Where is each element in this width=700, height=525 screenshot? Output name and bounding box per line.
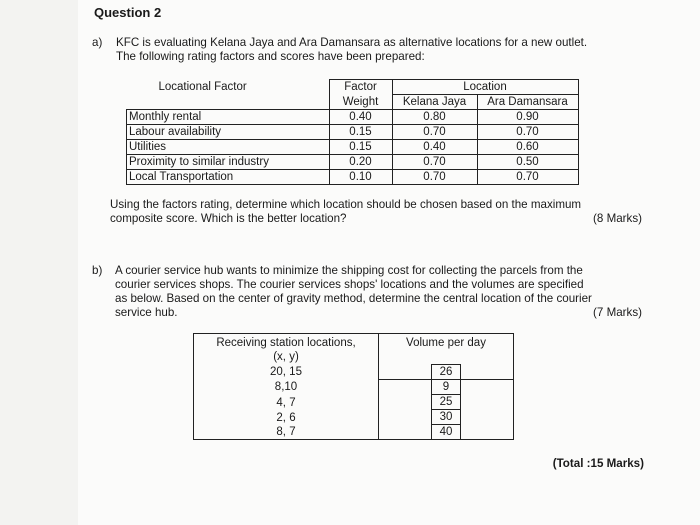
header-locational-factor: Locational Factor bbox=[158, 81, 247, 93]
table-row bbox=[127, 140, 579, 155]
factor-cell: Utilities bbox=[127, 140, 330, 155]
part-a-intro-line2: The following rating factors and scores have been prepared: bbox=[116, 50, 425, 63]
ad-cell: 0.60 bbox=[477, 140, 578, 155]
table-header-row-2 bbox=[127, 95, 579, 110]
table-row bbox=[127, 170, 579, 185]
table-row bbox=[194, 410, 514, 425]
location-cell: 2, 6 bbox=[194, 410, 379, 425]
part-b-line1: A courier service hub wants to minimize the shipping cost for collecting the parcels from the bbox=[115, 264, 583, 277]
table-row bbox=[194, 425, 514, 440]
table-row bbox=[194, 364, 514, 380]
table-row bbox=[127, 125, 579, 140]
total-marks: (Total :15 Marks) bbox=[552, 457, 644, 470]
weight-cell: 0.10 bbox=[329, 170, 392, 185]
part-b-marks: (7 Marks) bbox=[593, 306, 642, 319]
part-b-line4: service hub. bbox=[115, 306, 178, 319]
header-receiving-station: Receiving station locations, bbox=[194, 334, 379, 351]
part-a-label: a) bbox=[92, 36, 103, 49]
kj-cell: 0.70 bbox=[392, 155, 477, 170]
factor-cell: Proximity to similar industry bbox=[127, 155, 330, 170]
ad-cell: 0.50 bbox=[477, 155, 578, 170]
part-b-line2: courier services shops. The courier services shops' locations and the volumes are specified bbox=[115, 278, 584, 291]
table-header-row-2 bbox=[194, 350, 514, 364]
header-factor: Factor bbox=[329, 80, 392, 95]
weight-cell: 0.15 bbox=[329, 125, 392, 140]
courier-table bbox=[193, 333, 514, 440]
volume-cell: 26 bbox=[379, 364, 514, 380]
table-row bbox=[194, 380, 514, 396]
kj-cell: 0.40 bbox=[392, 140, 477, 155]
part-a-question-line2: composite score. Which is the better location? bbox=[110, 212, 347, 225]
table-header-row-1 bbox=[127, 80, 579, 95]
table-row bbox=[127, 155, 579, 170]
weight-cell: 0.20 bbox=[329, 155, 392, 170]
location-cell: 8,10 bbox=[194, 380, 379, 396]
factor-cell: Labour availability bbox=[127, 125, 330, 140]
ad-cell: 0.90 bbox=[477, 110, 578, 125]
header-kelana-jaya: Kelana Jaya bbox=[392, 95, 477, 110]
ad-cell: 0.70 bbox=[477, 125, 578, 140]
weight-cell: 0.15 bbox=[329, 140, 392, 155]
part-b-label: b) bbox=[92, 264, 103, 277]
table-row bbox=[127, 110, 579, 125]
part-a-question-line1: Using the factors rating, determine which location should be chosen based on the maximum bbox=[110, 198, 582, 211]
part-a-marks: (8 Marks) bbox=[593, 212, 642, 225]
table-header-row bbox=[194, 334, 514, 351]
location-cell: 8, 7 bbox=[194, 425, 379, 440]
volume-cell: 9 bbox=[379, 380, 514, 396]
factor-rating-table bbox=[126, 79, 579, 185]
factor-cell: Local Transportation bbox=[127, 170, 330, 185]
kj-cell: 0.80 bbox=[392, 110, 477, 125]
kj-cell: 0.70 bbox=[392, 125, 477, 140]
part-b-line3: as below. Based on the center of gravity method, determine the central location of the courier bbox=[115, 292, 592, 305]
volume-cell: 30 bbox=[379, 410, 514, 425]
location-cell: 20, 15 bbox=[194, 364, 379, 380]
header-ara-damansara: Ara Damansara bbox=[477, 95, 578, 110]
kj-cell: 0.70 bbox=[392, 170, 477, 185]
header-location: Location bbox=[392, 80, 578, 95]
weight-cell: 0.40 bbox=[329, 110, 392, 125]
location-cell: 4, 7 bbox=[194, 395, 379, 410]
question-title: Question 2 bbox=[94, 5, 162, 20]
part-a-intro-line1: KFC is evaluating Kelana Jaya and Ara Damansara as alternative locations for a new outlet. bbox=[116, 36, 588, 49]
volume-cell: 25 bbox=[379, 395, 514, 410]
volume-cell: 40 bbox=[379, 425, 514, 440]
table-row bbox=[194, 395, 514, 410]
ad-cell: 0.70 bbox=[477, 170, 578, 185]
factor-cell: Monthly rental bbox=[127, 110, 330, 125]
header-volume: Volume per day bbox=[406, 337, 486, 349]
header-xy: (x, y) bbox=[194, 350, 379, 364]
header-weight: Weight bbox=[329, 95, 392, 110]
